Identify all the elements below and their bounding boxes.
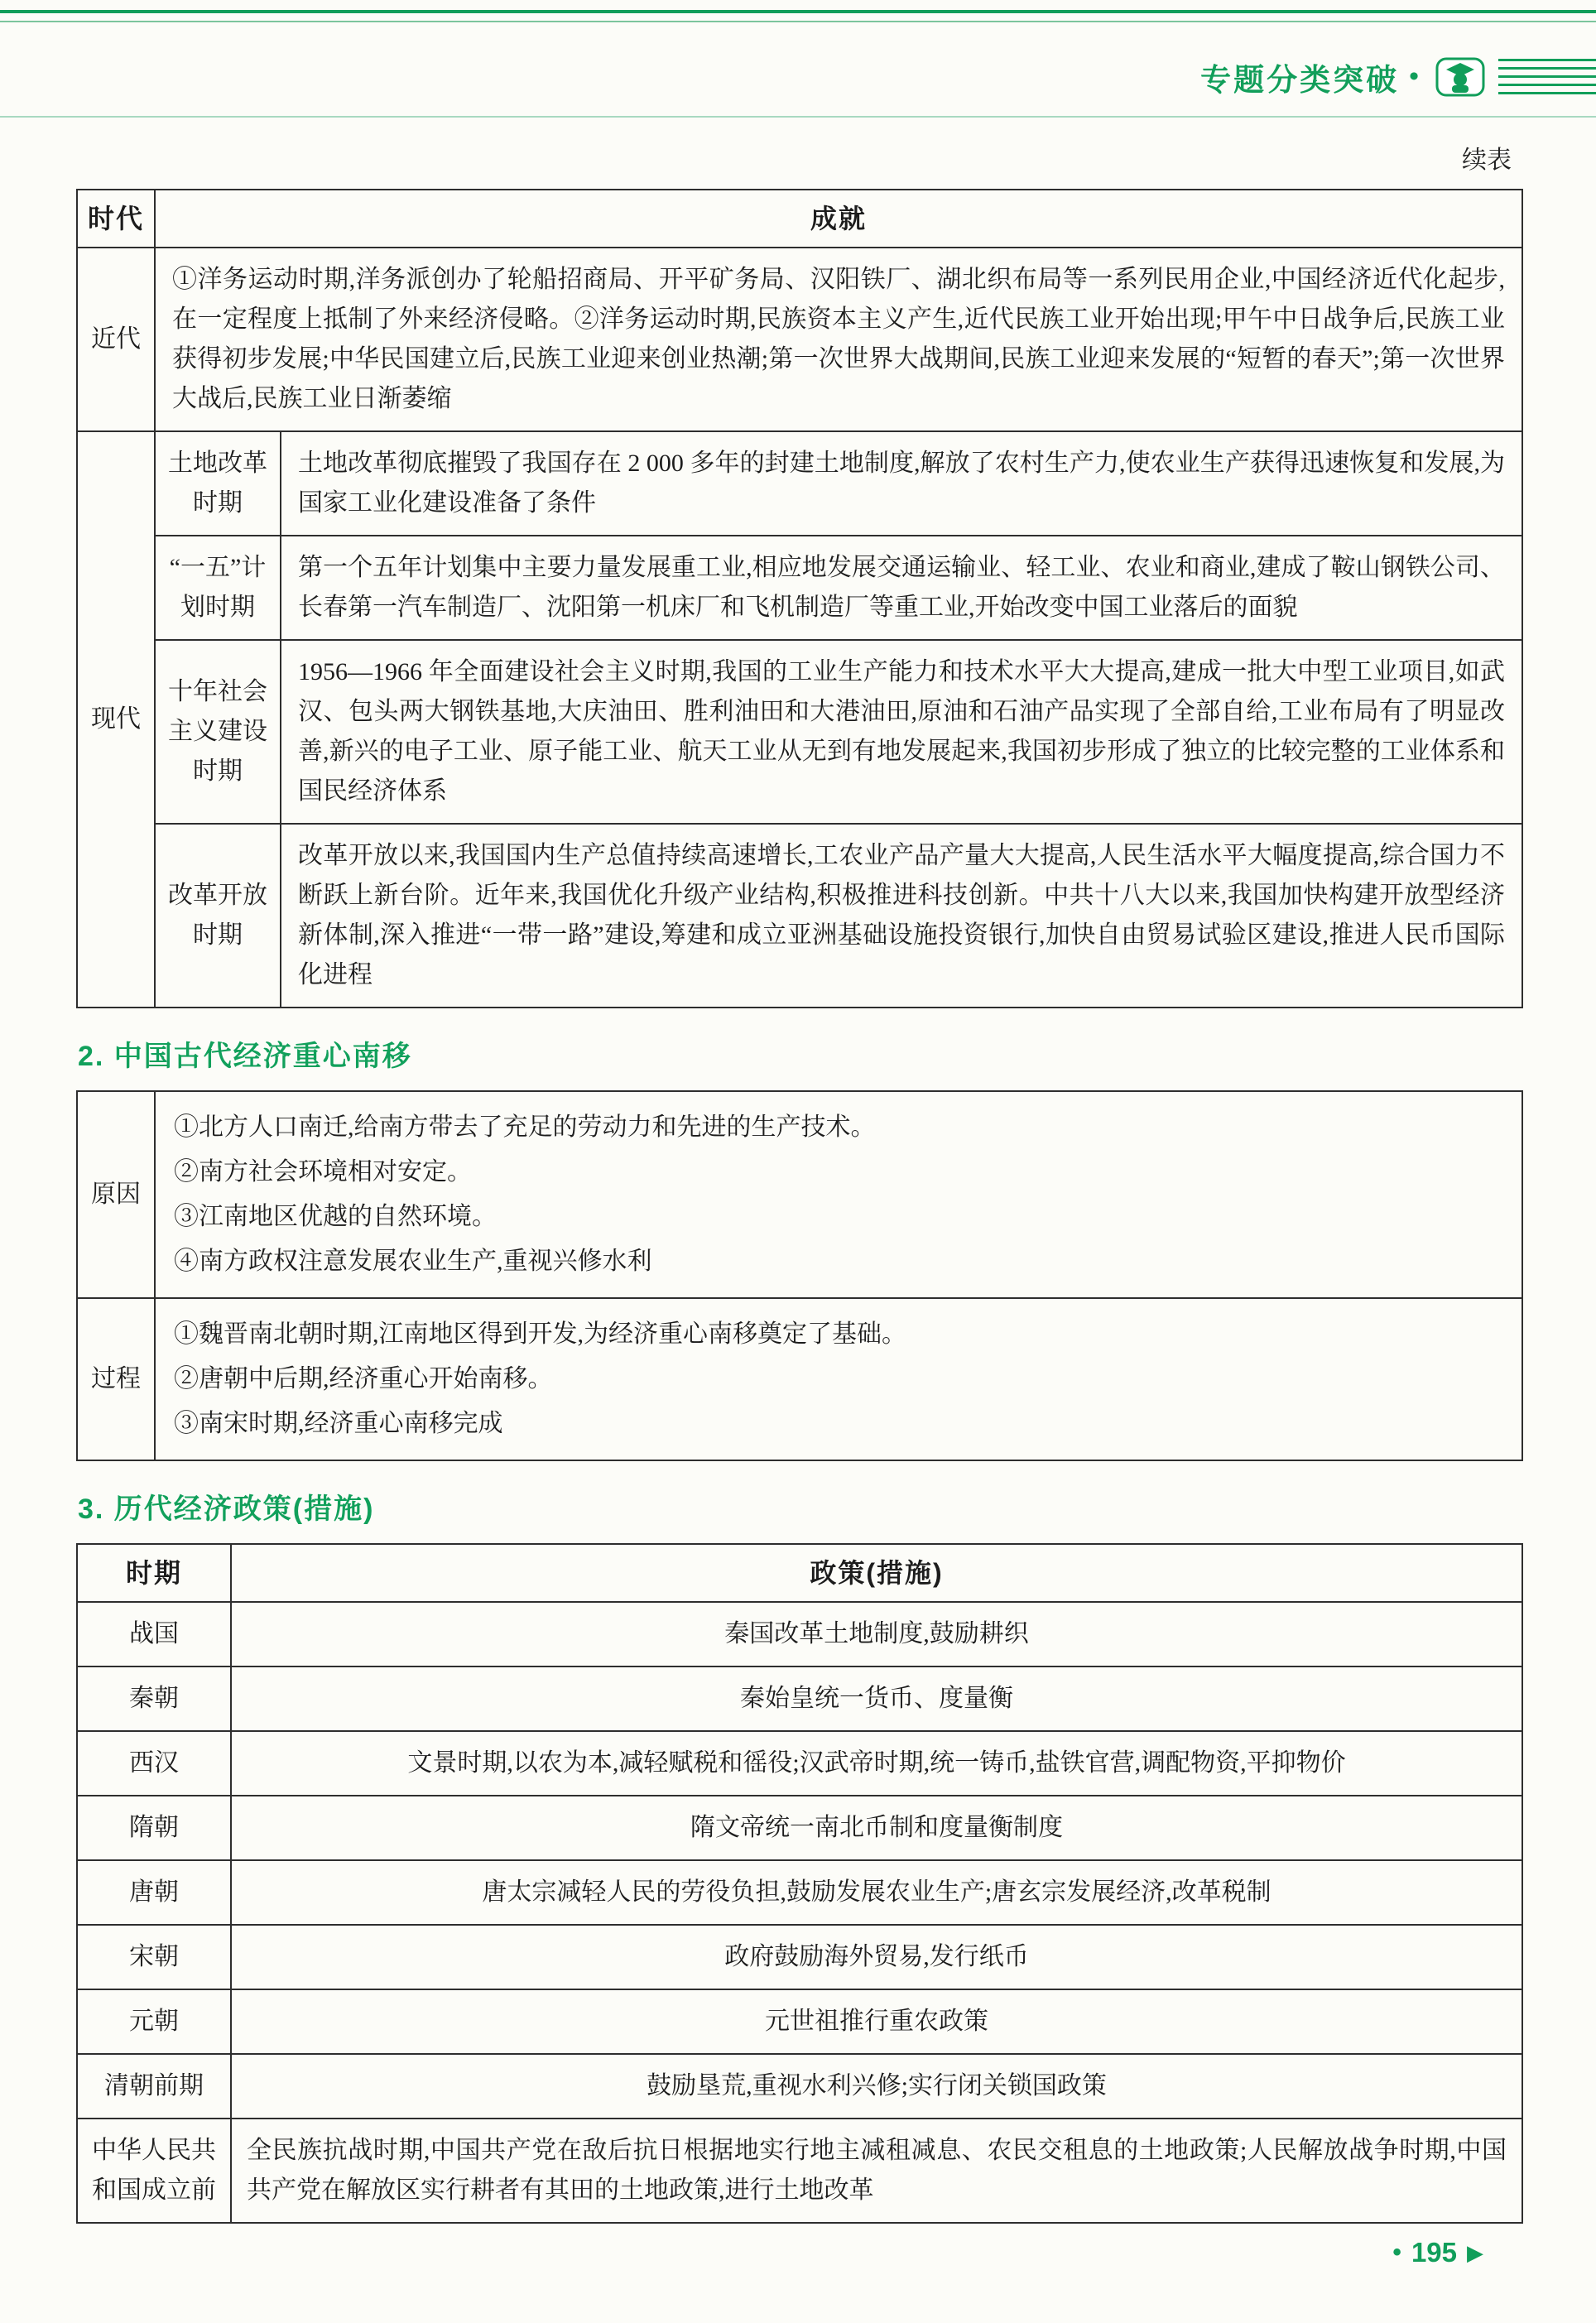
content-cell: 改革开放以来,我国国内生产总值持续高速增长,工农业产品产量大大提高,人民生活水平大幅度提高,综合国力不断跃上新台阶。近年来,我国优化升级产业结构,积极推进科技创新。中共十八大以来,我国加快构建开放型经济新体制,深入推进“一带一路”建设,筹建和成立亚洲基础设施投资银行,加快自由贸易试验区建设,推进人民币国际化进程	[281, 824, 1522, 1008]
policies-table	[76, 1543, 1523, 2224]
era-header-cell: 时代	[77, 190, 155, 248]
content-cell: 土地改革彻底摧毁了我国存在 2 000 多年的封建土地制度,解放了农村生产力,使农业生产获得迅速恢复和发展,为国家工业化建设准备了条件	[281, 431, 1522, 536]
table-row	[77, 1666, 1522, 1731]
table-row	[77, 1602, 1522, 1666]
period-cell: 隋朝	[77, 1796, 231, 1860]
period-cell: 宋朝	[77, 1925, 231, 1989]
table-row	[77, 1989, 1522, 2054]
table-header-row	[77, 190, 1522, 248]
page-footer	[1392, 2237, 1483, 2268]
header-separator-dot: •	[1409, 61, 1419, 92]
table-row	[77, 2119, 1522, 2223]
graduate-cap-icon	[1435, 57, 1485, 97]
process-line: ③南宋时期,经济重心南移完成	[174, 1410, 503, 1437]
table-row	[77, 1731, 1522, 1796]
top-rule-secondary	[0, 21, 1596, 22]
achievements-table	[76, 189, 1523, 1008]
reason-line: ③江南地区优越的自然环境。	[174, 1203, 497, 1230]
top-rule-primary	[0, 10, 1596, 13]
period-cell: 唐朝	[77, 1860, 231, 1925]
policy-cell: 文景时期,以农为本,减轻赋税和徭役;汉武帝时期,统一铸币,盐铁官营,调配物资,平抑物价	[231, 1731, 1522, 1796]
process-content-cell	[155, 1298, 1522, 1460]
table-row	[77, 1091, 1522, 1298]
table-row	[77, 1796, 1522, 1860]
reason-line: ①北方人口南迁,给南方带去了充足的劳动力和先进的生产技术。	[174, 1113, 876, 1141]
policy-cell: 唐太宗减轻人民的劳役负担,鼓励发展农业生产;唐玄宗发展经济,改革税制	[231, 1860, 1522, 1925]
page-header	[1200, 55, 1596, 99]
policy-cell: 元世祖推行重农政策	[231, 1989, 1522, 2054]
reason-label-cell: 原因	[77, 1091, 155, 1298]
section-heading-migration: 2. 中国古代经济重心南移	[78, 1041, 412, 1072]
footer-arrow-icon: ▶	[1467, 2240, 1483, 2265]
table-row	[77, 1925, 1522, 1989]
process-line: ②唐朝中后期,经济重心开始南移。	[174, 1365, 553, 1392]
period-cell: “一五”计划时期	[155, 536, 281, 640]
era-cell: 近代	[77, 248, 155, 431]
period-cell: 改革开放时期	[155, 824, 281, 1008]
period-cell: 中华人民共和国成立前	[77, 2119, 231, 2223]
policy-cell: 秦国改革土地制度,鼓励耕织	[231, 1602, 1522, 1666]
table-row	[77, 1298, 1522, 1460]
page-content	[76, 131, 1523, 2224]
header-stripes	[1498, 59, 1596, 95]
table-header-row	[77, 1544, 1522, 1602]
process-line: ①魏晋南北朝时期,江南地区得到开发,为经济重心南移奠定了基础。	[174, 1320, 906, 1348]
period-cell: 秦朝	[77, 1666, 231, 1731]
period-cell: 元朝	[77, 1989, 231, 2054]
header-rule	[0, 116, 1596, 118]
continued-label: 续表	[1462, 147, 1512, 174]
period-cell: 西汉	[77, 1731, 231, 1796]
period-cell: 清朝前期	[77, 2054, 231, 2119]
era-cell: 现代	[77, 431, 155, 1008]
table-row	[77, 640, 1522, 824]
table-row	[77, 824, 1522, 1008]
policy-cell: 全民族抗战时期,中国共产党在敌后抗日根据地实行地主减租减息、农民交租息的土地政策;人民解放战争时期,中国共产党在解放区实行耕者有其田的土地政策,进行土地改革	[231, 2119, 1522, 2223]
reason-content-cell	[155, 1091, 1522, 1298]
achievement-header-cell: 成就	[155, 190, 1522, 248]
period-cell: 战国	[77, 1602, 231, 1666]
reason-line: ②南方社会环境相对安定。	[174, 1158, 472, 1186]
footer-page-number: 195	[1411, 2237, 1457, 2268]
period-cell: 土地改革时期	[155, 431, 281, 536]
table-row	[77, 431, 1522, 536]
migration-table	[76, 1090, 1523, 1461]
reason-line: ④南方政权注意发展农业生产,重视兴修水利	[174, 1248, 652, 1275]
policy-cell: 秦始皇统一货币、度量衡	[231, 1666, 1522, 1731]
period-cell: 十年社会主义建设时期	[155, 640, 281, 824]
policy-header-cell: 政策(措施)	[231, 1544, 1522, 1602]
page-header-title: 专题分类突破	[1200, 63, 1400, 97]
content-cell: 第一个五年计划集中主要力量发展重工业,相应地发展交通运输业、轻工业、农业和商业,建成了鞍山钢铁公司、长春第一汽车制造厂、沈阳第一机床厂和飞机制造厂等重工业,开始改变中国工业落后的面貌	[281, 536, 1522, 640]
footer-bullet-icon: •	[1392, 2239, 1401, 2266]
table-row	[77, 2054, 1522, 2119]
policy-cell: 鼓励垦荒,重视水利兴修;实行闭关锁国政策	[231, 2054, 1522, 2119]
table-row	[77, 536, 1522, 640]
process-label-cell: 过程	[77, 1298, 155, 1460]
content-cell: ①洋务运动时期,洋务派创办了轮船招商局、开平矿务局、汉阳铁厂、湖北织布局等一系列民用企业,中国经济近代化起步,在一定程度上抵制了外来经济侵略。②洋务运动时期,民族资本主义产生,近代民族工业开始出现;甲午中日战争后,民族工业获得初步发展;中华民国建立后,民族工业迎来创业热潮;第一次世界大战期间,民族工业迎来发展的“短暂的春天”;第一次世界大战后,民族工业日渐萎缩	[155, 248, 1522, 431]
table-row	[77, 1860, 1522, 1925]
section-heading-policies: 3. 历代经济政策(措施)	[78, 1493, 375, 1525]
period-header-cell: 时期	[77, 1544, 231, 1602]
policy-cell: 政府鼓励海外贸易,发行纸币	[231, 1925, 1522, 1989]
table-row	[77, 248, 1522, 431]
content-cell: 1956—1966 年全面建设社会主义时期,我国的工业生产能力和技术水平大大提高,建成一批大中型工业项目,如武汉、包头两大钢铁基地,大庆油田、胜利油田和大港油田,原油和石油产品实现了全部自给,工业布局有了明显改善,新兴的电子工业、原子能工业、航天工业从无到有地发展起来,我国初步形成了独立的比较完整的工业体系和国民经济体系	[281, 640, 1522, 824]
policy-cell: 隋文帝统一南北币制和度量衡制度	[231, 1796, 1522, 1860]
